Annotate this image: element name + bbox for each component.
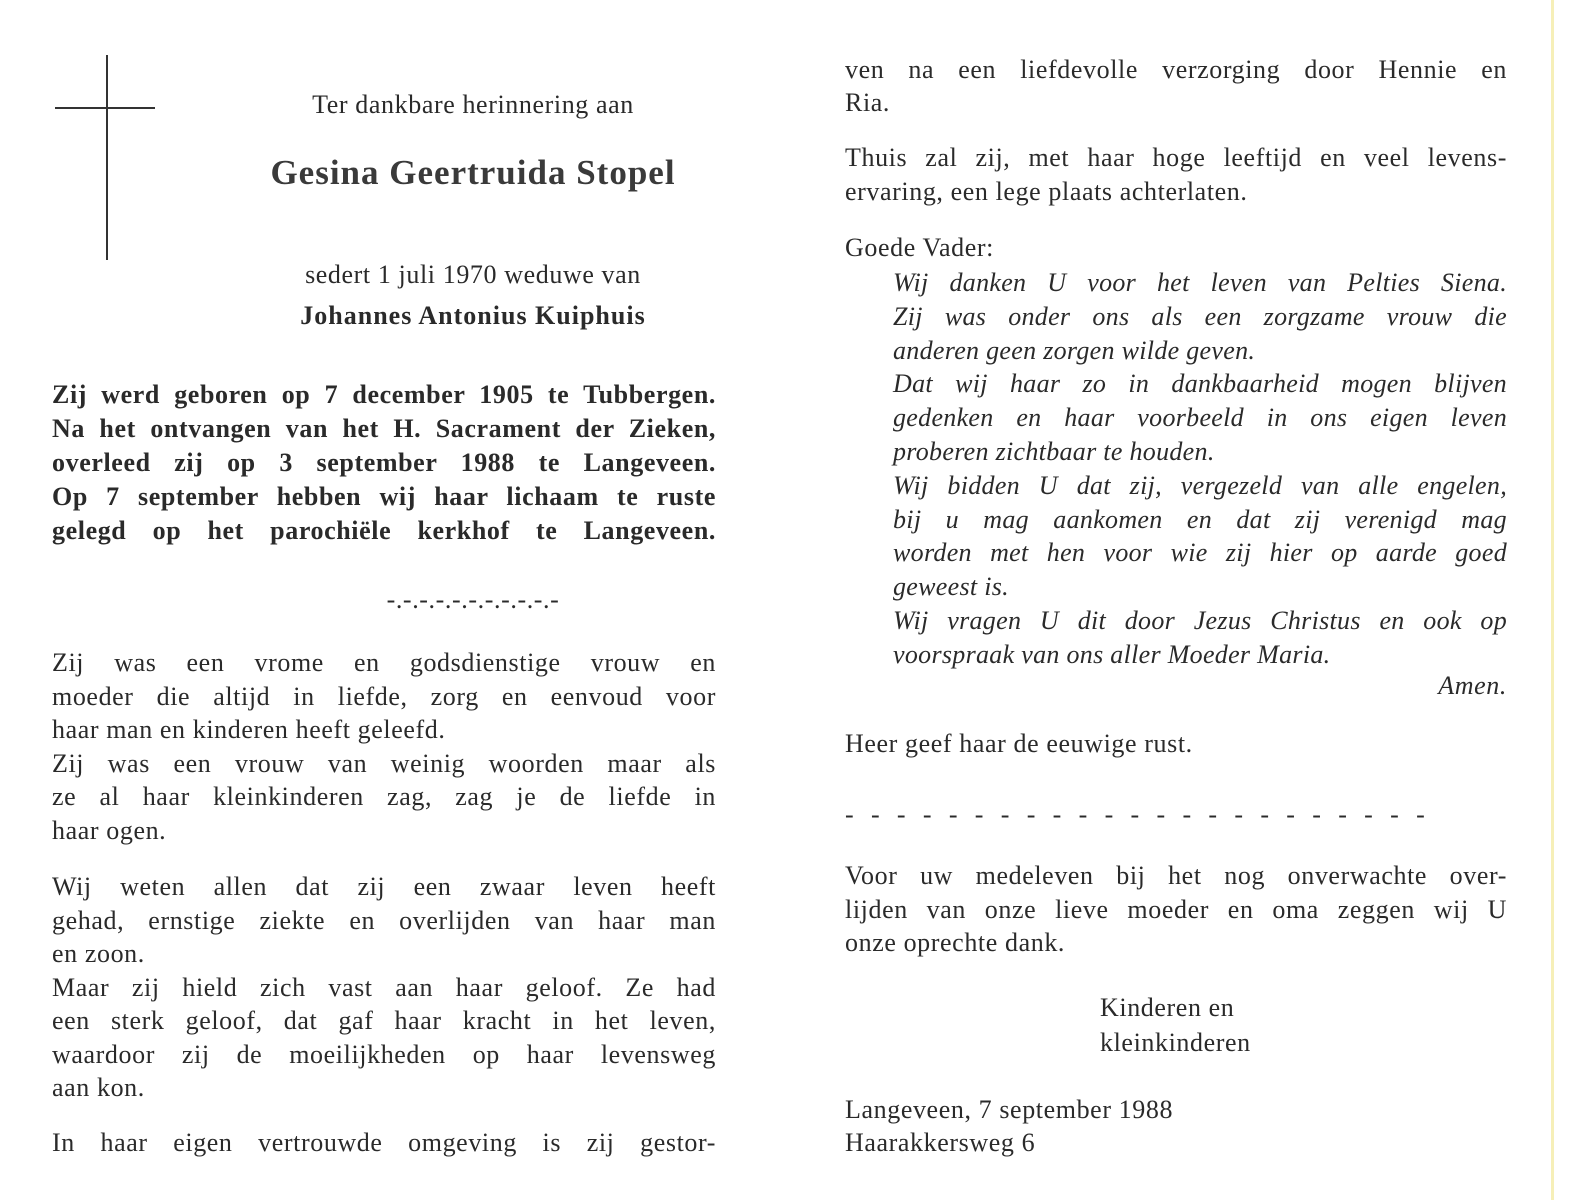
signature-line: Kinderen en <box>1100 993 1235 1022</box>
signature-line: kleinkinderen <box>1100 1028 1251 1057</box>
tribute-line: waardoor zij de moeilijkheden op haar levensweg <box>52 1039 716 1069</box>
prayer-line: Wij danken U voor het leven van Pelties Siena. <box>893 268 1507 297</box>
thanks-line: onze oprechte dank. <box>845 928 1066 957</box>
tribute-line: Thuis zal zij, met haar hoge leeftijd en veel levens- <box>845 143 1507 172</box>
tribute-line: Ria. <box>845 88 891 117</box>
prayer-line: proberen zichtbaar te houden. <box>893 437 1215 466</box>
prayer-line: Wij bidden U dat zij, vergezeld van alle engelen, <box>893 470 1507 500</box>
tribute-line: en zoon. <box>52 939 145 968</box>
tribute-line: haar man en kinderen heeft geleefd. <box>52 715 446 744</box>
widow-line: sedert 1 juli 1970 weduwe van <box>305 260 641 289</box>
amen-text: Amen. <box>1438 671 1507 700</box>
prayer-line: Wij vragen U dit door Jezus Christus en ook op <box>893 606 1507 635</box>
biography-line: Zij werd geboren op 7 december 1905 te Tubbergen. <box>52 380 716 409</box>
tribute-line: ven na een liefdevolle verzorging door Hennie en <box>845 55 1507 84</box>
tribute-line: ze al haar kleinkinderen zag, zag je de liefde in <box>52 782 716 811</box>
dash-separator: - - - - - - - - - - - - - - - - - - - - - - - <box>845 800 1431 829</box>
prayer-title: Goede Vader: <box>845 233 994 262</box>
prayer-line: worden met hen voor wie zij hier op aarde goed <box>893 538 1507 568</box>
separator: -.-.-.-.-.-.-.-.-.-.- <box>386 585 560 614</box>
cross-icon-vertical <box>106 55 108 260</box>
tribute-line: Zij was een vrome en godsdienstige vrouw en <box>52 648 716 677</box>
closing-prayer: Heer geef haar de eeuwige rust. <box>845 729 1193 758</box>
prayer-line: anderen geen zorgen wilde geven. <box>893 335 1256 365</box>
tribute-line: Wij weten allen dat zij een zwaar leven heeft <box>52 872 716 901</box>
prayer-line: Zij was onder ons als een zorgzame vrouw die <box>893 301 1507 331</box>
tribute-line: moeder die altijd in liefde, zorg en eenvoud voor <box>52 681 716 711</box>
biography-line: overleed zij op 3 september 1988 te Langeveen. <box>52 448 716 477</box>
tribute-line: gehad, ernstige ziekte en overlijden van haar man <box>52 905 716 935</box>
tribute-line: aan kon. <box>52 1073 145 1102</box>
card-edge <box>1551 0 1554 1200</box>
husband-name: Johannes Antonius Kuiphuis <box>300 301 646 330</box>
deceased-name: Gesina Geertruida Stopel <box>270 153 676 192</box>
cross-icon-horizontal <box>55 107 155 109</box>
prayer-line: bij u mag aankomen en dat zij verenigd mag <box>893 504 1507 534</box>
prayer-line: Dat wij haar zo in dankbaarheid mogen blijven <box>893 369 1507 399</box>
tribute-line: ervaring, een lege plaats achterlaten. <box>845 177 1248 206</box>
tribute-line: een sterk geloof, dat gaf haar kracht in het leven, <box>52 1006 716 1035</box>
address: Haarakkersweg 6 <box>845 1128 1036 1157</box>
place-date: Langeveen, 7 september 1988 <box>845 1095 1174 1124</box>
biography-line: Op 7 september hebben wij haar lichaam te ruste <box>52 482 716 511</box>
prayer-line: voorspraak van ons aller Moeder Maria. <box>893 639 1331 669</box>
intro-text: Ter dankbare herinnering aan <box>312 90 634 119</box>
tribute-line: Zij was een vrouw van weinig woorden maar als <box>52 748 716 778</box>
tribute-line: Maar zij hield zich vast aan haar geloof. Ze had <box>52 972 716 1002</box>
thanks-line: lijden van onze lieve moeder en oma zeggen wij U <box>845 894 1507 924</box>
prayer-line: gedenken en haar voorbeeld in ons eigen leven <box>893 403 1507 433</box>
biography-line: gelegd op het parochiële kerkhof te Langeveen. <box>52 516 716 545</box>
biography-line: Na het ontvangen van het H. Sacrament der Zieken, <box>52 414 716 443</box>
thanks-line: Voor uw medeleven bij het nog onverwachte over- <box>845 861 1507 890</box>
tribute-line: haar ogen. <box>52 815 167 845</box>
prayer-line: geweest is. <box>893 572 1009 602</box>
tribute-line: In haar eigen vertrouwde omgeving is zij gestor- <box>52 1128 716 1157</box>
